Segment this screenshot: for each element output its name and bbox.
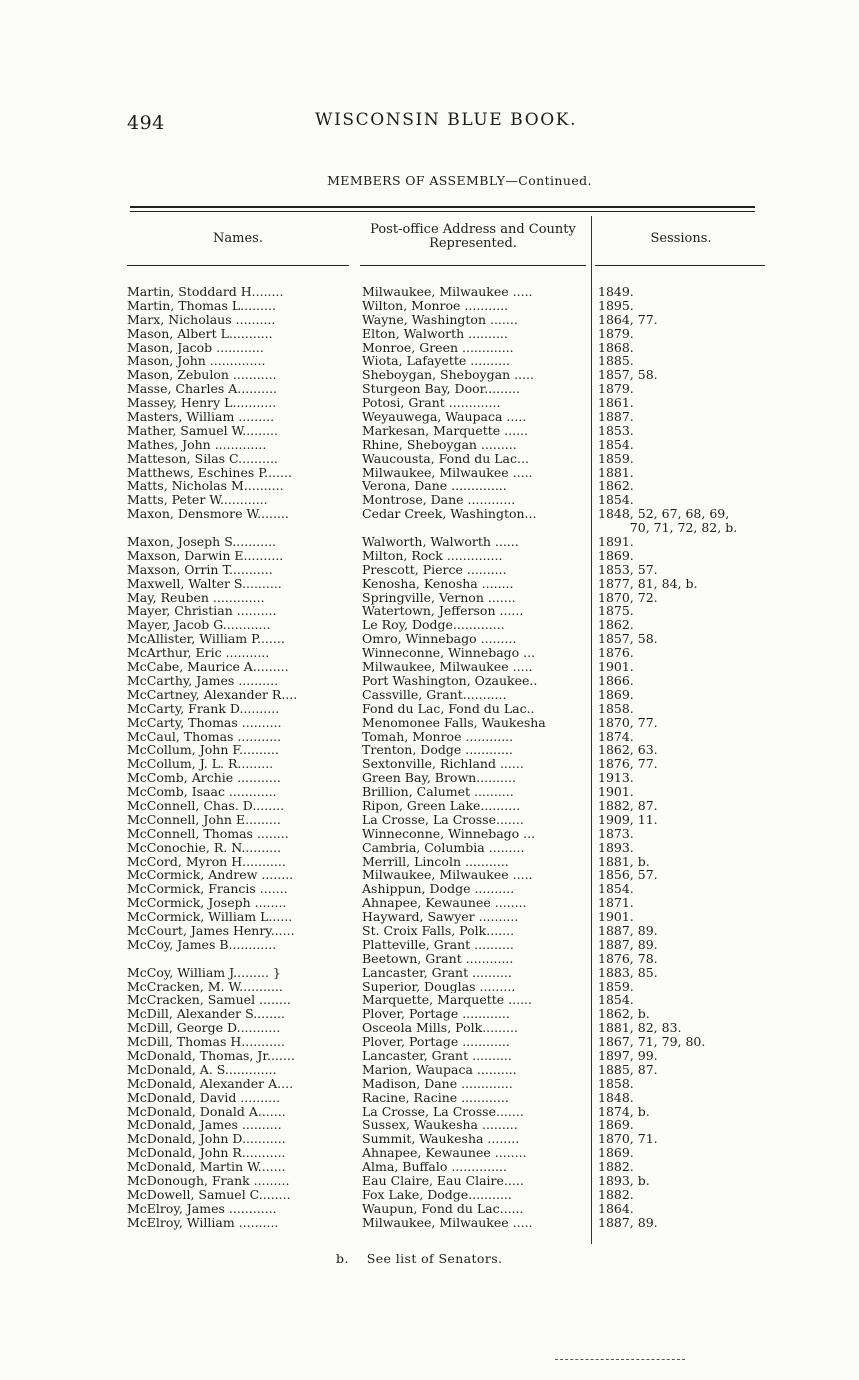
sessions-cell: 1869. <box>598 1118 634 1133</box>
table-row <box>0 1007 859 1021</box>
sessions-cell: 1887, 89. <box>598 1215 658 1230</box>
table-row <box>0 813 859 827</box>
table-row <box>0 396 859 410</box>
member-name: McDonald, Martin W....... <box>127 1160 286 1175</box>
member-name: Mathes, John ............. <box>127 437 267 452</box>
member-name: Maxson, Orrin T........... <box>127 562 273 577</box>
sessions-cell: 1859. <box>598 979 634 994</box>
post-office-address: Potosi, Grant ............. <box>362 396 501 411</box>
post-office-address: Plover, Portage ............ <box>362 1007 510 1022</box>
post-office-address: Montrose, Dane ............ <box>362 493 516 508</box>
member-name: McCormick, Francis ....... <box>127 882 288 897</box>
post-office-address: Alma, Buffalo .............. <box>362 1160 507 1175</box>
member-name: McDowell, Samuel C........ <box>127 1187 291 1202</box>
sessions-cell: 1901. <box>598 785 634 799</box>
member-name: Martin, Stoddard H........ <box>127 285 284 299</box>
post-office-address: Ahnapee, Kewaunee ........ <box>362 1146 527 1161</box>
sessions-cell: 1882, 87. <box>598 798 658 813</box>
member-name: McCormick, Joseph ........ <box>127 896 287 911</box>
post-office-address: Platteville, Grant .......... <box>362 937 514 952</box>
member-name: McCartney, Alexander R.... <box>127 687 298 702</box>
member-name: McCarty, Frank D.......... <box>127 701 280 716</box>
sessions-cell: 1913. <box>598 771 634 786</box>
footnote <box>336 1251 520 1266</box>
table-row <box>0 702 859 716</box>
post-office-address: Le Roy, Dodge............. <box>362 618 505 633</box>
member-name: McDonald, Thomas, Jr....... <box>127 1048 295 1063</box>
table-row <box>0 868 859 882</box>
sessions-cell: 1871. <box>598 896 634 911</box>
sessions-cell: 1876, 78. <box>598 951 658 966</box>
names-column-header: Names. <box>213 231 263 246</box>
sessions-cell: 1887. <box>598 410 634 424</box>
post-office-address: Prescott, Pierce .......... <box>362 562 507 577</box>
post-office-address: Marion, Waupaca .......... <box>362 1062 517 1077</box>
post-office-address: Winneconne, Winnebago ... <box>362 646 536 661</box>
sessions-cell: 1864, 77. <box>598 312 658 327</box>
sessions-cell: 1848, 52, 67, 68, 69, <box>598 507 730 522</box>
sessions-cell: 1862. <box>598 479 634 494</box>
post-office-address: Sheboygan, Sheboygan ..... <box>362 368 534 383</box>
member-name: Maxwell, Walter S.......... <box>127 576 282 591</box>
sessions-cell: 1881, b. <box>598 854 650 869</box>
table-row <box>0 618 859 632</box>
member-name: McDill, Alexander S........ <box>127 1007 285 1022</box>
post-office-address: Plover, Portage ............ <box>362 1035 510 1049</box>
sessions-cell: 1864. <box>598 1201 634 1216</box>
member-name: McCabe, Maurice A......... <box>127 660 289 674</box>
sessions-cell: 1901. <box>598 660 634 674</box>
sessions-cell: 1856, 57. <box>598 868 658 883</box>
header-rule-thick <box>130 206 755 208</box>
table-row <box>0 535 859 549</box>
table-row <box>0 1035 859 1049</box>
post-office-address: Fox Lake, Dodge........... <box>362 1187 512 1202</box>
member-name: McAllister, William P....... <box>127 632 285 647</box>
post-office-address: Ripon, Green Lake.......... <box>362 798 521 813</box>
post-office-address: Springville, Vernon ....... <box>362 590 516 605</box>
sessions-cell: 1876, 77. <box>598 757 658 772</box>
sessions-cell: 1870, 72. <box>598 590 658 605</box>
sessions-cell: 1893. <box>598 840 634 855</box>
sessions-cell: 1862, b. <box>598 1007 650 1022</box>
post-office-address: Merrill, Lincoln ........... <box>362 854 509 869</box>
table-row <box>0 452 859 466</box>
member-name: McCoy, William J......... } <box>127 965 281 980</box>
sessions-column-header: Sessions. <box>650 231 712 246</box>
table-row <box>0 1202 859 1216</box>
table-row <box>0 743 859 757</box>
member-name: Maxson, Darwin E.......... <box>127 548 284 563</box>
header-rule-thin <box>130 211 755 212</box>
member-name: McCormick, Andrew ........ <box>127 868 294 883</box>
post-office-address: Kenosha, Kenosha ........ <box>362 576 514 591</box>
sessions-cell: 1885, 87. <box>598 1062 658 1077</box>
table-row <box>0 1077 859 1091</box>
table-row <box>0 896 859 910</box>
post-office-address: Brillion, Calumet .......... <box>362 785 514 799</box>
post-office-address: Cassville, Grant........... <box>362 687 507 702</box>
member-name: McCracken, M. W........... <box>127 979 283 994</box>
sessions-cell: 1869. <box>598 687 634 702</box>
table-row <box>0 1105 859 1119</box>
member-name: McConochie, R. N.......... <box>127 840 282 855</box>
table-row <box>0 1132 859 1146</box>
sessions-cell: 1862. <box>598 618 634 633</box>
sessions-cell: 1873. <box>598 826 634 841</box>
table-row <box>0 855 859 869</box>
sessions-cell: 1897, 99. <box>598 1048 658 1063</box>
table-row <box>0 341 859 355</box>
member-name: McElroy, James ............ <box>127 1201 277 1216</box>
member-name: Mason, Albert L........... <box>127 326 273 341</box>
table-row <box>0 466 859 480</box>
post-office-address: Waupun, Fond du Lac...... <box>362 1201 524 1216</box>
table-row <box>0 924 859 938</box>
sessions-cell: 1887, 89. <box>598 937 658 952</box>
post-office-address: Eau Claire, Eau Claire..... <box>362 1174 524 1188</box>
footnote-text: See list of Senators. <box>366 1251 503 1266</box>
sessions-cell: 1883, 85. <box>598 965 658 980</box>
post-office-address: Verona, Dane .............. <box>362 479 507 494</box>
table-row <box>0 549 859 563</box>
member-name: McDonald, Donald A....... <box>127 1104 286 1119</box>
sessions-header-rule <box>595 265 765 266</box>
post-office-address: St. Croix Falls, Polk....... <box>362 923 515 938</box>
sessions-cell: 1875. <box>598 604 634 619</box>
book-title: WISCONSIN BLUE BOOK. <box>315 110 578 130</box>
table-row <box>0 660 859 674</box>
member-name: McCaul, Thomas ........... <box>127 729 282 744</box>
table-row <box>0 688 859 702</box>
sessions-cell: 1862, 63. <box>598 743 658 758</box>
table-row <box>0 966 859 980</box>
sessions-cell: 1891. <box>598 535 634 549</box>
section-subtitle: MEMBERS OF ASSEMBLY—Continued. <box>327 173 592 188</box>
member-name: May, Reuben ............. <box>127 590 265 605</box>
post-office-address: Superior, Douglas ......... <box>362 979 516 994</box>
member-name: McCord, Myron H........... <box>127 854 286 869</box>
table-row <box>0 410 859 424</box>
member-name: McComb, Isaac ............ <box>127 785 277 799</box>
page-bottom-mark <box>555 1359 685 1360</box>
table-row <box>0 1216 859 1230</box>
member-name: Mason, Jacob ............ <box>127 340 264 355</box>
sessions-cell: 1885. <box>598 354 634 369</box>
post-office-address: Waucousta, Fond du Lac... <box>362 451 529 466</box>
sessions-cell: 1867, 71, 79, 80. <box>598 1035 706 1049</box>
member-name: Matts, Peter W............ <box>127 493 268 508</box>
member-name: McDonald, Alexander A.... <box>127 1076 294 1091</box>
table-row <box>0 577 859 591</box>
post-office-address: Sextonville, Richland ...... <box>362 757 524 772</box>
table-row <box>0 1021 859 1035</box>
post-office-address: Winneconne, Winnebago ... <box>362 826 536 841</box>
table-row <box>0 771 859 785</box>
post-office-address: Madison, Dane ............. <box>362 1076 513 1091</box>
member-name: McCracken, Samuel ........ <box>127 993 291 1008</box>
table-row <box>0 799 859 813</box>
table-row <box>0 1160 859 1174</box>
table-row <box>0 674 859 688</box>
sessions-cell: 1874. <box>598 729 634 744</box>
post-office-address: Walworth, Walworth ...... <box>362 535 519 549</box>
sessions-cell: 1874, b. <box>598 1104 650 1119</box>
member-name: McConnell, Thomas ........ <box>127 826 289 841</box>
table-row <box>0 827 859 841</box>
post-office-address: Summit, Waukesha ........ <box>362 1132 520 1147</box>
table-row <box>0 521 859 535</box>
member-name: McCormick, William L...... <box>127 910 293 924</box>
member-name: McDill, George D........... <box>127 1021 281 1036</box>
sessions-cell: 1887, 89. <box>598 923 658 938</box>
table-row <box>0 285 859 299</box>
sessions-cell: 1849. <box>598 285 634 299</box>
post-office-address: Weyauwega, Waupaca ..... <box>362 410 527 424</box>
member-name: Maxon, Densmore W........ <box>127 507 289 522</box>
sessions-cell: 1854. <box>598 493 634 508</box>
member-name: McConnell, Chas. D........ <box>127 798 285 813</box>
post-office-address: Green Bay, Brown.......... <box>362 771 516 786</box>
sessions-cell: 1858. <box>598 1076 634 1091</box>
member-name: McCarthy, James .......... <box>127 673 279 688</box>
sessions-cell: 1853. <box>598 423 634 438</box>
table-row <box>0 882 859 896</box>
post-office-address: Marquette, Marquette ...... <box>362 993 533 1008</box>
post-office-address: Milwaukee, Milwaukee ..... <box>362 868 533 883</box>
sessions-cell: 1854. <box>598 437 634 452</box>
table-row <box>0 368 859 382</box>
member-name: McCarty, Thomas .......... <box>127 715 282 730</box>
post-office-address: Rhine, Sheboygan ......... <box>362 437 517 452</box>
table-row <box>0 1188 859 1202</box>
post-office-address: Wilton, Monroe ........... <box>362 298 509 313</box>
post-office-address: Wayne, Washington ....... <box>362 312 518 327</box>
member-name: McCourt, James Henry...... <box>127 923 295 938</box>
table-row <box>0 841 859 855</box>
member-name: Mason, John .............. <box>127 354 266 369</box>
sessions-cell: 1859. <box>598 451 634 466</box>
member-name: Martin, Thomas L......... <box>127 298 276 313</box>
member-name: McDonald, James .......... <box>127 1118 282 1133</box>
table-row <box>0 382 859 396</box>
sessions-cell: 1877, 81, 84, b. <box>598 576 698 591</box>
sessions-cell: 1879. <box>598 382 634 397</box>
post-office-address: Milwaukee, Milwaukee ..... <box>362 660 533 674</box>
member-name: Massey, Henry L........... <box>127 396 277 411</box>
footnote-mark: b. <box>336 1251 349 1266</box>
member-name: McComb, Archie ........... <box>127 771 281 786</box>
post-office-address: Milwaukee, Milwaukee ..... <box>362 1215 533 1230</box>
table-row <box>0 785 859 799</box>
sessions-cell: 1861. <box>598 396 634 411</box>
table-row <box>0 646 859 660</box>
post-office-address: La Crosse, La Crosse....... <box>362 812 524 827</box>
member-name: Mayer, Jacob G............ <box>127 618 271 633</box>
sessions-cell: 1893, b. <box>598 1174 650 1188</box>
members-table <box>0 285 859 1230</box>
member-name: McDonald, John D........... <box>127 1132 286 1147</box>
member-name: McCoy, James B............ <box>127 937 277 952</box>
post-office-address: Cambria, Columbia ......... <box>362 840 525 855</box>
table-row <box>0 952 859 966</box>
table-row <box>0 507 859 521</box>
post-office-address: Lancaster, Grant .......... <box>362 965 512 980</box>
post-office-address: Omro, Winnebago ......... <box>362 632 517 647</box>
table-row <box>0 313 859 327</box>
post-office-address: Menomonee Falls, Waukesha <box>362 715 546 730</box>
post-office-address: Markesan, Marquette ...... <box>362 423 528 438</box>
table-row <box>0 438 859 452</box>
table-row <box>0 424 859 438</box>
page-number: 494 <box>127 112 165 134</box>
sessions-cell: 1853, 57. <box>598 562 658 577</box>
table-row <box>0 493 859 507</box>
post-office-address: Monroe, Green ............. <box>362 340 514 355</box>
table-row <box>0 591 859 605</box>
sessions-cell: 1858. <box>598 701 634 716</box>
post-office-address: La Crosse, La Crosse....... <box>362 1104 524 1119</box>
sessions-cell: 1895. <box>598 298 634 313</box>
member-name: Masters, William ......... <box>127 410 275 424</box>
sessions-cell: 1876. <box>598 646 634 661</box>
table-row <box>0 563 859 577</box>
table-row <box>0 730 859 744</box>
member-name: Matts, Nicholas M.......... <box>127 479 284 494</box>
post-office-address: Milton, Rock .............. <box>362 548 503 563</box>
post-office-address: Racine, Racine ............ <box>362 1090 509 1105</box>
sessions-cell: 1854. <box>598 882 634 897</box>
post-office-address: Port Washington, Ozaukee.. <box>362 673 538 688</box>
table-row <box>0 1049 859 1063</box>
sessions-cell: 1901. <box>598 910 634 924</box>
sessions-cell: 1909, 11. <box>598 812 658 827</box>
post-office-address: Milwaukee, Milwaukee ..... <box>362 285 533 299</box>
post-office-address: Hayward, Sawyer .......... <box>362 910 519 924</box>
member-name: Masse, Charles A.......... <box>127 382 278 397</box>
post-office-address: Trenton, Dodge ............ <box>362 743 513 758</box>
table-row <box>0 327 859 341</box>
sessions-cell: 1857, 58. <box>598 632 658 647</box>
post-office-address: Ashippun, Dodge .......... <box>362 882 515 897</box>
table-row <box>0 479 859 493</box>
sessions-cell: 1881, 82, 83. <box>598 1021 682 1036</box>
member-name: Matthews, Eschines P....... <box>127 465 292 480</box>
post-office-address: Fond du Lac, Fond du Lac.. <box>362 701 535 716</box>
member-name: McDonald, David .......... <box>127 1090 281 1105</box>
sessions-cell: 1854. <box>598 993 634 1008</box>
table-row <box>0 1091 859 1105</box>
sessions-cell: 1869. <box>598 1146 634 1161</box>
post-office-address: Ahnapee, Kewaunee ........ <box>362 896 527 911</box>
sessions-cell: 1848. <box>598 1090 634 1105</box>
member-name: Mather, Samuel W......... <box>127 423 278 438</box>
table-row <box>0 1174 859 1188</box>
table-row <box>0 993 859 1007</box>
table-row <box>0 1146 859 1160</box>
table-row <box>0 354 859 368</box>
member-name: McArthur, Eric ........... <box>127 646 270 661</box>
table-row <box>0 980 859 994</box>
sessions-cell: 1882. <box>598 1160 634 1175</box>
names-header-rule <box>127 265 349 266</box>
post-office-address: Tomah, Monroe ............ <box>362 729 514 744</box>
table-row <box>0 1118 859 1132</box>
table-row <box>0 1063 859 1077</box>
member-name: McCollum, John F.......... <box>127 743 279 758</box>
table-row <box>0 716 859 730</box>
sessions-cell: 1866. <box>598 673 634 688</box>
member-name: Matteson, Silas C.......... <box>127 451 278 466</box>
post-office-column-header: Post-office Address and County Represented. <box>370 222 576 251</box>
post-office-address: Sturgeon Bay, Door......... <box>362 382 520 397</box>
member-name: McCollum, J. L. R......... <box>127 757 274 772</box>
member-name: McElroy, William .......... <box>127 1215 279 1230</box>
member-name: Marx, Nicholaus .......... <box>127 312 276 327</box>
member-name: McDonald, John R........... <box>127 1146 286 1161</box>
sessions-cell: 1870, 71. <box>598 1132 658 1147</box>
post-office-address: Milwaukee, Milwaukee ..... <box>362 465 533 480</box>
member-name: McDonald, A. S............. <box>127 1062 277 1077</box>
table-row <box>0 604 859 618</box>
post-office-header-rule <box>360 265 586 266</box>
post-office-address: Beetown, Grant ............ <box>362 951 514 966</box>
member-name: McConnell, John E......... <box>127 812 281 827</box>
sessions-cell: 1869. <box>598 548 634 563</box>
sessions-cell: 70, 71, 72, 82, b. <box>598 521 738 536</box>
table-row <box>0 757 859 771</box>
sessions-cell: 1879. <box>598 326 634 341</box>
post-office-address: Lancaster, Grant .......... <box>362 1048 512 1063</box>
post-office-address: Watertown, Jefferson ...... <box>362 604 524 619</box>
post-office-address: Osceola Mills, Polk......... <box>362 1021 518 1036</box>
sessions-cell: 1870, 77. <box>598 715 658 730</box>
table-row <box>0 299 859 313</box>
sessions-cell: 1881. <box>598 465 634 480</box>
post-office-address: Elton, Walworth .......... <box>362 326 508 341</box>
member-name: McDonough, Frank ......... <box>127 1174 290 1188</box>
sessions-cell: 1882. <box>598 1187 634 1202</box>
sessions-cell: 1857, 58. <box>598 368 658 383</box>
table-row <box>0 910 859 924</box>
table-row <box>0 938 859 952</box>
member-name: Mason, Zebulon ........... <box>127 368 277 383</box>
post-office-address: Cedar Creek, Washington... <box>362 507 537 522</box>
member-name: Mayer, Christian .......... <box>127 604 277 619</box>
table-row <box>0 632 859 646</box>
post-office-address: Wiota, Lafayette .......... <box>362 354 511 369</box>
sessions-cell: 1868. <box>598 340 634 355</box>
post-office-address: Sussex, Waukesha ......... <box>362 1118 518 1133</box>
member-name: Maxon, Joseph S........... <box>127 535 277 549</box>
member-name: McDill, Thomas H........... <box>127 1035 285 1049</box>
